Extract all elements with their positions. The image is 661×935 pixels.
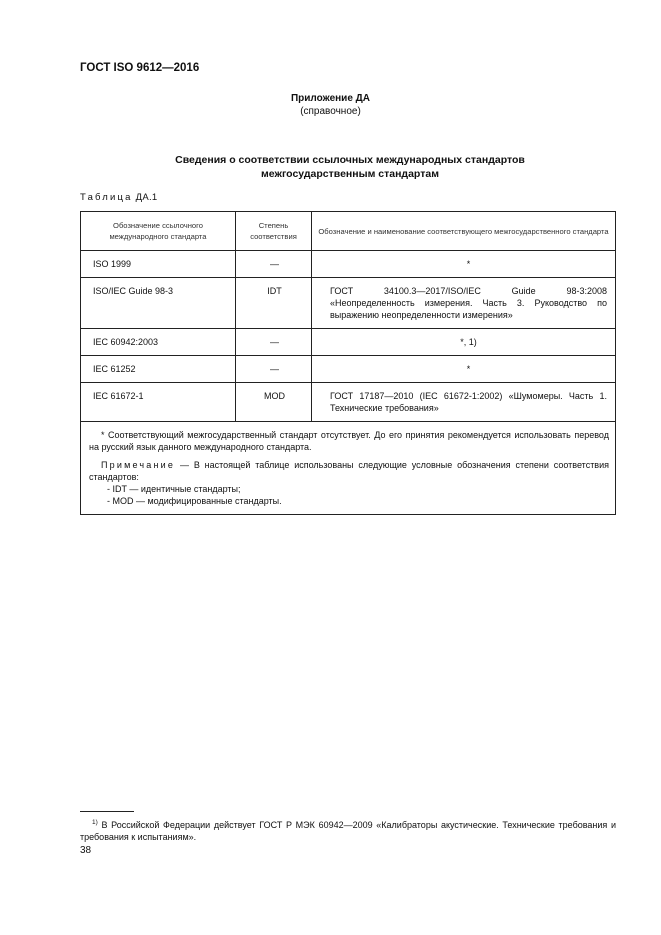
cell-degree: IDT xyxy=(236,278,312,329)
cell-gost-standard: *, 1) xyxy=(312,329,616,356)
header-gost-standard: Обозначение и наименование соответствующего межгосударственного стандарта xyxy=(312,212,616,251)
header-degree: Степень соответствия xyxy=(236,212,312,251)
annex-title: Приложение ДА xyxy=(290,93,371,104)
cell-intl-standard: IEC 61672-1 xyxy=(81,383,236,422)
table-row xyxy=(81,278,616,329)
table-caption xyxy=(80,192,158,203)
note-item-mod: - MOD — модифицированные стандарты. xyxy=(107,496,282,506)
section-title-line-2: межгосударственным стандартам xyxy=(261,168,439,180)
table-header-row xyxy=(81,212,616,251)
table-row xyxy=(81,383,616,422)
cell-gost-standard: * xyxy=(312,251,616,278)
section-title xyxy=(100,153,600,181)
section-title-line-1: Сведения о соответствии ссылочных международных стандартов xyxy=(175,154,525,166)
note-text: — В настоящей таблице использованы следующие условные обозначения степени соответствия стандартов: xyxy=(89,460,609,482)
table-note xyxy=(89,459,609,483)
note-item-idt: - IDT — идентичные стандарты; xyxy=(107,484,241,494)
footnote-divider xyxy=(80,811,134,812)
annex-heading xyxy=(0,92,661,118)
table-caption-word: Таблица xyxy=(80,192,133,203)
table-notes xyxy=(81,422,616,515)
cell-degree: — xyxy=(236,329,312,356)
cell-gost-standard: ГОСТ 17187—2010 (IEC 61672-1:2002) «Шумомеры. Часть 1. Технические требования» xyxy=(312,383,616,422)
table-footnote: * Соответствующий межгосударственный стандарт отсутствует. До его принятия рекомендуется использовать перевод на русский язык данного международного стандарта. xyxy=(89,430,609,452)
header-intl-standard: Обозначение ссылочного международного стандарта xyxy=(81,212,236,251)
table-row xyxy=(81,356,616,383)
page-footnote xyxy=(80,817,616,843)
note-label: Примечание xyxy=(101,460,176,470)
cell-intl-standard: IEC 61252 xyxy=(81,356,236,383)
cell-intl-standard: ISO/IEC Guide 98-3 xyxy=(81,278,236,329)
cell-intl-standard: ISO 1999 xyxy=(81,251,236,278)
footnote-text: В Российской Федерации действует ГОСТ Р МЭК 60942—2009 «Калибраторы акустические. Технические требования и требования к испытаниям». xyxy=(80,820,616,842)
cell-degree: MOD xyxy=(236,383,312,422)
annex-subtitle: (справочное) xyxy=(300,106,361,117)
table-notes-row xyxy=(81,422,616,515)
document-code: ГОСТ ISO 9612—2016 xyxy=(80,62,200,74)
standards-table xyxy=(80,211,616,515)
cell-gost-standard: * xyxy=(312,356,616,383)
page-number: 38 xyxy=(80,845,92,856)
cell-degree: — xyxy=(236,356,312,383)
cell-degree: — xyxy=(236,251,312,278)
table-row xyxy=(81,251,616,278)
table-body xyxy=(81,251,616,422)
table-row xyxy=(81,329,616,356)
footnote-marker: 1) xyxy=(92,819,98,826)
cell-intl-standard: IEC 60942:2003 xyxy=(81,329,236,356)
cell-gost-standard: ГОСТ 34100.3—2017/ISO/IEC Guide 98-3:2008 «Неопределенность измерения. Часть 3. Руководство по выражению неопределенности измерения» xyxy=(312,278,616,329)
table-caption-number: ДА.1 xyxy=(135,192,158,203)
